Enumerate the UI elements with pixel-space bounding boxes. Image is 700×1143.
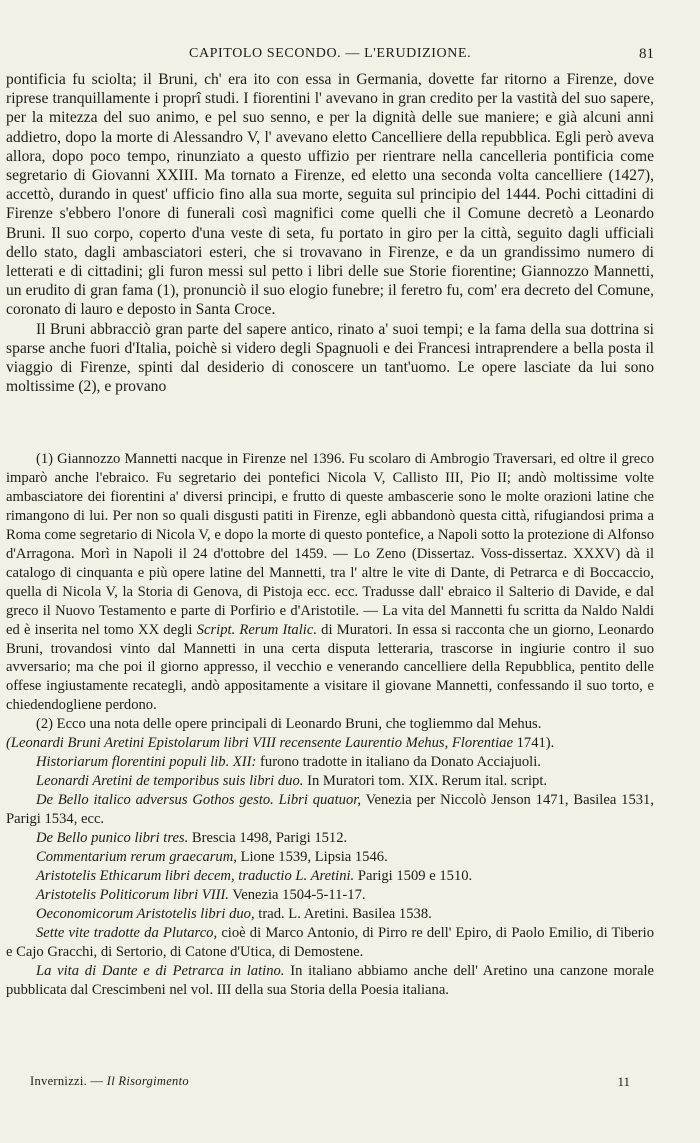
work-details: cioè di Marco Antonio, di Pirro re dell' Epiro, di Paolo Emilio, di Tiberio e Cajo Gracchi, di Sertorio, di Catone d'Utica, di Demostene. <box>6 924 654 960</box>
footer-book <box>30 1074 189 1089</box>
work-title: Aristotelis Ethicarum libri decem, traductio L. Aretini. <box>36 867 355 884</box>
work-item <box>6 924 654 962</box>
source-year: 1741). <box>516 735 555 752</box>
footnotes <box>6 450 654 1000</box>
work-item <box>6 753 654 772</box>
footnote-1-work-title: Script. Rerum Italic. <box>196 621 317 638</box>
work-title: Leonardi Aretini de temporibus suis libri duo. <box>36 773 304 790</box>
work-item <box>6 829 654 848</box>
work-details: Lione 1539, Lipsia 1546. <box>240 849 388 866</box>
body-paragraph: pontificia fu sciolta; il Bruni, ch' era ito con essa in Germania, dovette far ritorno a Firenze, dove riprese tranquillamente i proprî studi. I fiorentini l' avevano in gran credito per la vastità del suo sapere, per la mitezza del suo animo, e pel suo senno, e per la dignità delle sue maniere; e già alcuni anni addietro, dopo la morte di Alessandro V, l' avevano eletto Cancelliere della repubblica. Egli però aveva allora, dopo poco tempo, rinunziato a questo uffizio per rientrare nella cancelleria pontificia come segretario di Giovanni XXIII. Ma tornato a Firenze, ed eletto una seconda volta cancelliere (1427), accettò, durando in quest' ufficio fino alla sua morte, seguita sul principio del 1444. Pochi cittadini di Firenze s'ebbero l'onore di funerali così magnifici come quelli che il Comune decretò a Leonardo Bruni. Il suo corpo, coperto d'una veste di seta, fu portato in giro per la città, seguito dagli ufficiali dello stato, dagli ambasciatori esteri, che si trovavano in Firenze, e da un grandissimo numero di letterati e di cittadini; gli furon messi sul petto i libri delle sue Storie fiorentine; Giannozzo Mannetti, un erudito di gran fama (1), pronunciò il suo elogio funebre; il feretro fu, com' era decreto del Comune, coronato di lauro e deposto in Santa Croce. <box>6 71 654 319</box>
work-title: La vita di Dante e di Petrarca in latino. <box>36 962 285 979</box>
footnote-2-intro: (2) Ecco una nota delle opere principali di Leonardo Bruni, che togliemmo dal Mehus. <box>36 716 542 733</box>
work-title: Oeconomicorum Aristotelis libri duo, <box>36 905 255 922</box>
footnote-1 <box>6 450 654 715</box>
work-details: In italiano abbiamo anche dell' Aretino una canzone morale pubblicata dal Crescimbeni nel vol. III della sua Storia della Poesia italiana. <box>6 962 654 998</box>
work-item <box>6 791 654 829</box>
signature-line <box>30 1074 630 1092</box>
signature-mark: 11 <box>617 1074 630 1089</box>
work-title: De Bello italico adversus Gothos gesto. Libri quatuor, <box>36 792 361 809</box>
work-details: Parigi 1509 e 1510. <box>357 867 473 884</box>
footer-author: Invernizzi. — <box>30 1074 104 1088</box>
body-paragraph: Il Bruni abbracciò gran parte del sapere antico, rinato a' suoi tempi; e la fama della sua dottrina si sparse anche fuori d'Italia, poichè si videro degli Spagnuoli e dei Francesi intraprendere a bella posta il viaggio di Firenze, spinti dal desiderio di conoscere un tant'uomo. Le opere lasciate da lui sono moltissime (2), e provano <box>6 320 654 396</box>
work-title: De Bello punico libri tres. <box>36 830 189 847</box>
work-title: Commentarium rerum graecarum, <box>36 849 237 866</box>
footer-book-title: Il Risorgimento <box>106 1074 189 1088</box>
work-item <box>6 772 654 791</box>
work-details: In Muratori tom. XIX. Rerum ital. script. <box>307 773 548 790</box>
footnote-2-source <box>6 734 654 753</box>
work-title: Aristotelis Politicorum libri VIII. <box>36 886 229 903</box>
work-item <box>6 962 654 1000</box>
work-item <box>6 886 654 905</box>
footnote-1-text-cont: di Muratori. In essa si racconta che un giorno, Leonardo Bruni, trovandosi vinto dal Mannetti in una certa disputa letteraria, trascorse in ingiurie contro il suo avversario; ma che poi il giorno appresso, il vecchio e venerando cancelliere della Repubblica, pentito delle offese ingiustamente recategli, andò appositamente a visitare il giovane Mannetti, confessando il suo torto, e chiedendogliene perdono. <box>6 621 654 714</box>
work-item <box>6 867 654 886</box>
chapter-title: CAPITOLO SECONDO. — L'ERUDIZIONE. <box>189 46 472 61</box>
footnote-1-text: (1) Giannozzo Mannetti nacque in Firenze nel 1396. Fu scolaro di Ambrogio Traversari, ed oltre il greco imparò anche l'ebraico. Fu segretario dei pontefici Nicola V, Callisto III, Pio II; andò moltissime volte ambasciatore dei fiorentini a' diversi principi, e frutto di queste ambascerie sono le molte orazioni latine che rimangono di lui. Per non so quali disgusti patiti in Firenze, egli abbandonò questa città, rifugiandosi prima a Roma come segretario di Nicola V, e dopo la morte di questo pontefice, a Napoli sotto la protezione di Alfonso d'Arragona. Morì in Napoli il 24 d'ottobre del 1459. — Lo Zeno (Dissertaz. Voss-dissertaz. XXXV) dà il catalogo di cinquanta e più opere latine del Mannetti, tra l' altre le vite di Dante, di Petrarca e di Boccaccio, quella di Nicola V, la Storia di Genova, di Pistoja ecc. ecc. Tradusse dall' ebraico il Salterio di Davide, e dal greco il Nuovo Testamento e parte di Porfirio e d'Aristotile. — La vita del Mannetti fu scritta da Naldo Naldi ed è inserita nel tomo XX degli <box>6 451 654 638</box>
work-details: trad. L. Aretini. Basilea 1538. <box>258 905 432 922</box>
source-citation: (Leonardi Bruni Aretini Epistolarum libri VIII recensente Laurentio Mehus, Florentiae <box>6 735 513 752</box>
work-details: Venezia 1504-5-11-17. <box>232 886 366 903</box>
work-item <box>6 848 654 867</box>
work-item <box>6 905 654 924</box>
work-details: Brescia 1498, Parigi 1512. <box>191 830 348 847</box>
work-details: Venezia per Niccolò Jenson 1471, Basilea 1531, Parigi 1534, ecc. <box>6 792 654 828</box>
page-number: 81 <box>639 46 654 62</box>
work-title: Historiarum florentini populi lib. XII: <box>36 754 257 771</box>
work-details: furono tradotte in italiano da Donato Acciajuoli. <box>260 754 541 771</box>
work-title: Sette vite tradotte da Plutarco, <box>36 924 218 941</box>
main-text <box>6 70 654 396</box>
running-head <box>6 46 654 68</box>
works-list <box>6 753 654 999</box>
